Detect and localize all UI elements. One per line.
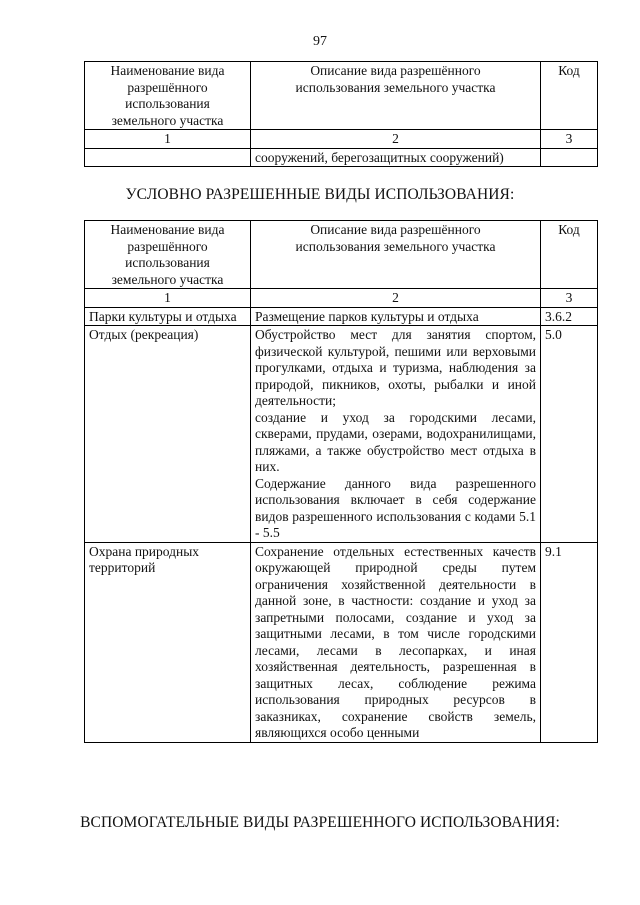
table-header-row	[85, 221, 598, 289]
header-description-of-use: Описание вида разрешённого использования земельного участка	[251, 221, 541, 289]
column-number-3: 3	[541, 130, 598, 149]
use-description-paragraph: Сохранение отдельных естественных качеств окружающей природной среды путем ограничения хозяйственной деятельности в данной зоне, в частности: создание и уход за запретными полосами, создание и уход за защитными лесами, в том числе городскими лесами, лесами в лесопарках, и иная хозяйственная деятельность, разрешенная в защитных лесах, соблюдение режима использования природных ресурсов в заказниках, сохранение свойств земель, являющихся особо ценными	[255, 543, 536, 740]
table-header-row	[85, 62, 598, 130]
column-number-1: 1	[85, 130, 251, 149]
column-number-2: 2	[251, 130, 541, 149]
use-description-paragraph: Размещение парков культуры и отдыха	[255, 308, 479, 324]
continuation-text: сооружений, берегозащитных сооружений)	[251, 148, 541, 167]
use-code: 5.0	[541, 326, 598, 543]
use-name: Охрана природных территорий	[85, 542, 251, 742]
header-code: Код	[541, 221, 598, 289]
table-cell-name	[85, 148, 251, 167]
use-description-paragraph: Обустройство мест для занятия спортом, физической культурой, пешими или верховыми прогулками, отдыха и туризма, наблюдения за природой, пикников, охоты, рыбалки и иной деятельности;	[255, 327, 536, 408]
use-description-paragraph: создание и уход за городскими лесами, скверами, прудами, озерами, водохранилищами, пляжами, а также обустройство мест отдыха в них.	[255, 409, 536, 474]
use-name: Парки культуры и отдыха	[85, 307, 251, 326]
column-number-2: 2	[251, 289, 541, 308]
page-number: 97	[313, 34, 327, 49]
use-name: Отдых (рекреация)	[85, 326, 251, 543]
use-description-paragraph: Содержание данного вида разрешенного использования включает в себя содержание видов разрешенного использования с кодами 5.1 - 5.5	[255, 475, 536, 540]
table-row	[85, 148, 598, 167]
section-title-conditional: УСЛОВНО РАЗРЕШЕННЫЕ ВИДЫ ИСПОЛЬЗОВАНИЯ:	[125, 186, 515, 203]
column-number-row	[85, 289, 598, 308]
use-code: 3.6.2	[541, 307, 598, 326]
section-title-auxiliary: ВСПОМОГАТЕЛЬНЫЕ ВИДЫ РАЗРЕШЕННОГО ИСПОЛЬЗОВАНИЯ:	[80, 814, 560, 831]
use-description	[251, 542, 541, 742]
column-number-row	[85, 130, 598, 149]
table-row	[85, 326, 598, 543]
use-description	[251, 326, 541, 543]
header-code: Код	[541, 62, 598, 130]
table-row	[85, 307, 598, 326]
header-description-of-use: Описание вида разрешённого использования земельного участка	[251, 62, 541, 130]
use-description	[251, 307, 541, 326]
conditional-use-table	[84, 220, 598, 743]
permitted-use-table-continuation	[84, 61, 598, 167]
table-cell-code	[541, 148, 598, 167]
table-row	[85, 542, 598, 742]
header-name-of-use: Наименование вида разрешённого использования земельного участка	[85, 221, 251, 289]
use-code: 9.1	[541, 542, 598, 742]
column-number-3: 3	[541, 289, 598, 308]
header-name-of-use: Наименование вида разрешённого использования земельного участка	[85, 62, 251, 130]
column-number-1: 1	[85, 289, 251, 308]
